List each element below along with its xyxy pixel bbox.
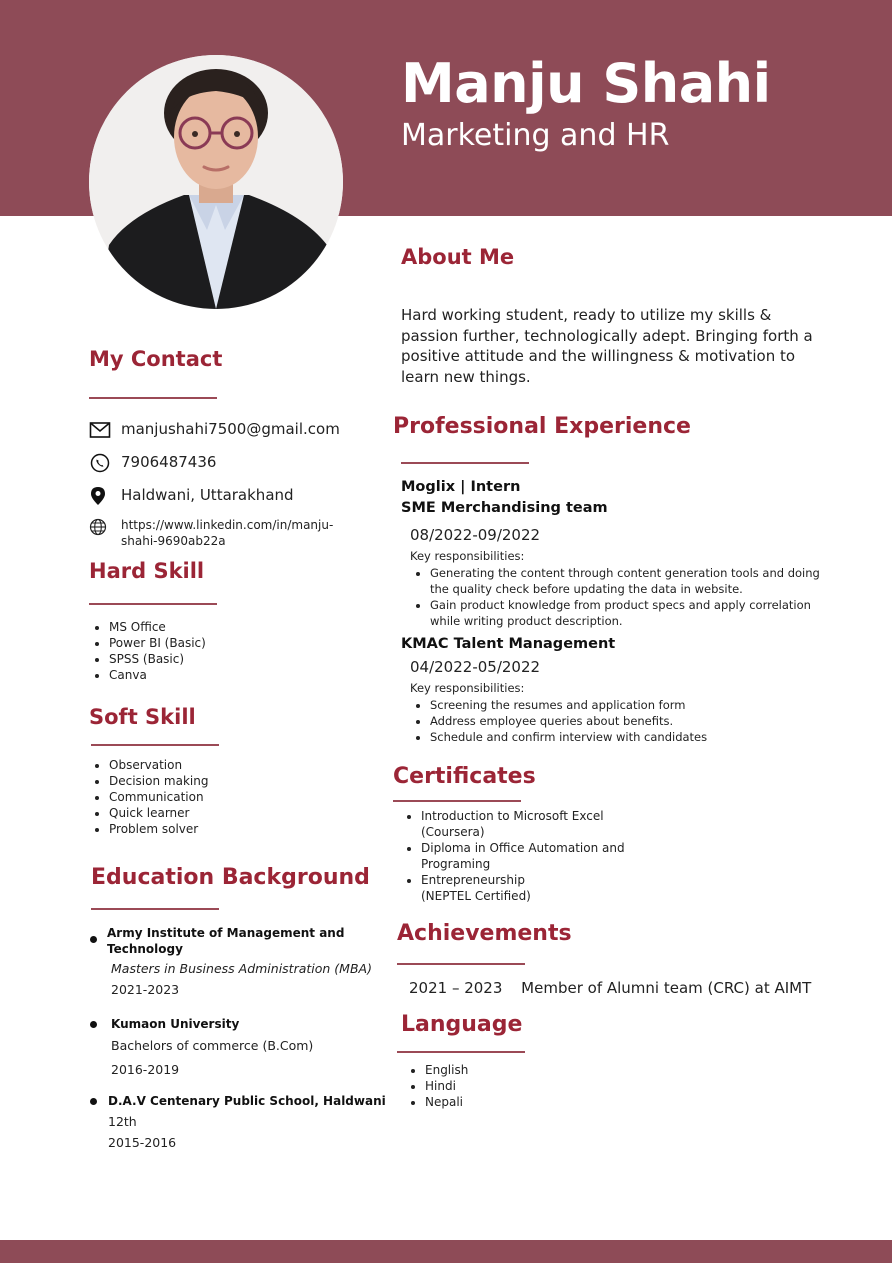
list-item: • SPSS (Basic) <box>109 651 206 667</box>
language-heading: Language <box>401 1012 523 1037</box>
job-resp-label: Key responsibilities: <box>410 549 525 563</box>
list-item <box>421 872 625 904</box>
list-item: • Schedule and confirm interview with candidates <box>430 729 830 745</box>
about-heading: About Me <box>401 245 515 269</box>
achievement-years: 2021 – 2023 <box>409 979 503 997</box>
list-item: • Generating the content through content generation tools and doing the quality check before updating the data in website. <box>430 565 830 597</box>
list-item: • MS Office <box>109 619 206 635</box>
list-item: • Communication <box>109 789 208 805</box>
list-item: • Decision making <box>109 773 208 789</box>
job-team: SME Merchandising team <box>401 500 608 516</box>
job-company: Moglix | Intern <box>401 479 521 495</box>
contact-website <box>89 517 351 549</box>
certificates-list <box>401 808 625 904</box>
contact-heading: My Contact <box>89 347 223 371</box>
experience-heading: Professional Experience <box>393 414 691 439</box>
education-degree: Masters in Business Administration (MBA) <box>111 961 372 976</box>
achievement-entry <box>409 979 825 997</box>
footer-bar <box>0 1240 892 1263</box>
list-item <box>421 808 625 840</box>
list-item: • Screening the resumes and application form <box>430 697 830 713</box>
website-link[interactable]: https://www.linkedin.com/in/manju-shahi-9690ab22a <box>121 518 334 548</box>
profile-photo-illustration <box>89 55 343 309</box>
certificate-detail: Programing <box>421 857 491 871</box>
education-degree: 12th <box>108 1114 137 1129</box>
education-years: 2016-2019 <box>111 1062 180 1077</box>
job-company: KMAC Talent Management <box>401 636 616 652</box>
education-school: D.A.V Centenary Public School, Haldwani <box>108 1094 386 1108</box>
job-resp-list <box>410 565 830 629</box>
hard-skill-divider <box>89 603 217 605</box>
certificate-detail: (NEPTEL Certified) <box>421 889 531 903</box>
list-item: • Gain product knowledge from product specs and apply correlation while writing product description. <box>430 597 830 629</box>
person-name: Manju Shahi <box>401 52 771 115</box>
education-divider <box>91 908 219 910</box>
certificate-detail: (Coursera) <box>421 825 485 839</box>
education-bullet <box>90 936 97 943</box>
contact-email <box>89 420 340 440</box>
mail-icon <box>89 420 111 440</box>
list-item: • Problem solver <box>109 821 208 837</box>
education-heading: Education Background <box>91 865 370 890</box>
language-list <box>405 1062 468 1110</box>
contact-divider <box>89 397 217 399</box>
list-item: • Hindi <box>425 1078 468 1094</box>
list-item: • Canva <box>109 667 206 683</box>
list-item: • English <box>425 1062 468 1078</box>
achievements-heading: Achievements <box>397 921 572 946</box>
education-years: 2021-2023 <box>111 982 180 997</box>
soft-skill-divider <box>91 744 219 746</box>
about-text: Hard working student, ready to utilize my skills & passion further, technologically adept. Bringing forth a positive attitude and the willingness & motivation to learn new things. <box>401 306 813 386</box>
language-divider <box>397 1051 525 1053</box>
job-dates: 08/2022-09/2022 <box>410 526 541 544</box>
email-text[interactable]: manjushahi7500@gmail.com <box>121 420 340 438</box>
certificates-heading: Certificates <box>393 764 536 789</box>
phone-icon <box>89 453 111 473</box>
list-item: • Quick learner <box>109 805 208 821</box>
location-pin-icon <box>89 486 111 506</box>
education-school: Army Institute of Management and Technology <box>107 926 345 956</box>
experience-divider <box>401 462 529 464</box>
list-item: • Power BI (Basic) <box>109 635 206 651</box>
hard-skill-list <box>89 619 206 683</box>
education-school: Kumaon University <box>111 1017 240 1031</box>
location-text: Haldwani, Uttarakhand <box>121 486 294 504</box>
certificate-name: Introduction to Microsoft Excel <box>421 809 604 823</box>
certificate-name: Entrepreneurship <box>421 873 525 887</box>
list-item <box>421 840 625 872</box>
education-years: 2015-2016 <box>108 1135 177 1150</box>
contact-location <box>89 486 294 506</box>
achievements-divider <box>397 963 525 965</box>
hard-skill-heading: Hard Skill <box>89 559 205 583</box>
certificates-divider <box>393 800 521 802</box>
list-item: • Address employee queries about benefits. <box>430 713 830 729</box>
list-item: • Observation <box>109 757 208 773</box>
job-dates: 04/2022-05/2022 <box>410 658 541 676</box>
list-item: • Nepali <box>425 1094 468 1110</box>
education-bullet <box>90 1098 97 1105</box>
globe-icon <box>89 517 111 537</box>
contact-phone <box>89 453 216 473</box>
soft-skill-heading: Soft Skill <box>89 705 196 729</box>
soft-skill-list <box>89 757 208 837</box>
job-resp-label: Key responsibilities: <box>410 681 525 695</box>
person-title: Marketing and HR <box>401 118 670 153</box>
education-bullet <box>90 1021 97 1028</box>
achievement-text: Member of Alumni team (CRC) at AIMT <box>521 979 812 997</box>
certificate-name: Diploma in Office Automation and <box>421 841 625 855</box>
education-degree: Bachelors of commerce (B.Com) <box>111 1038 314 1053</box>
job-resp-list <box>410 697 830 745</box>
profile-photo <box>89 55 343 309</box>
phone-text: 7906487436 <box>121 453 217 471</box>
